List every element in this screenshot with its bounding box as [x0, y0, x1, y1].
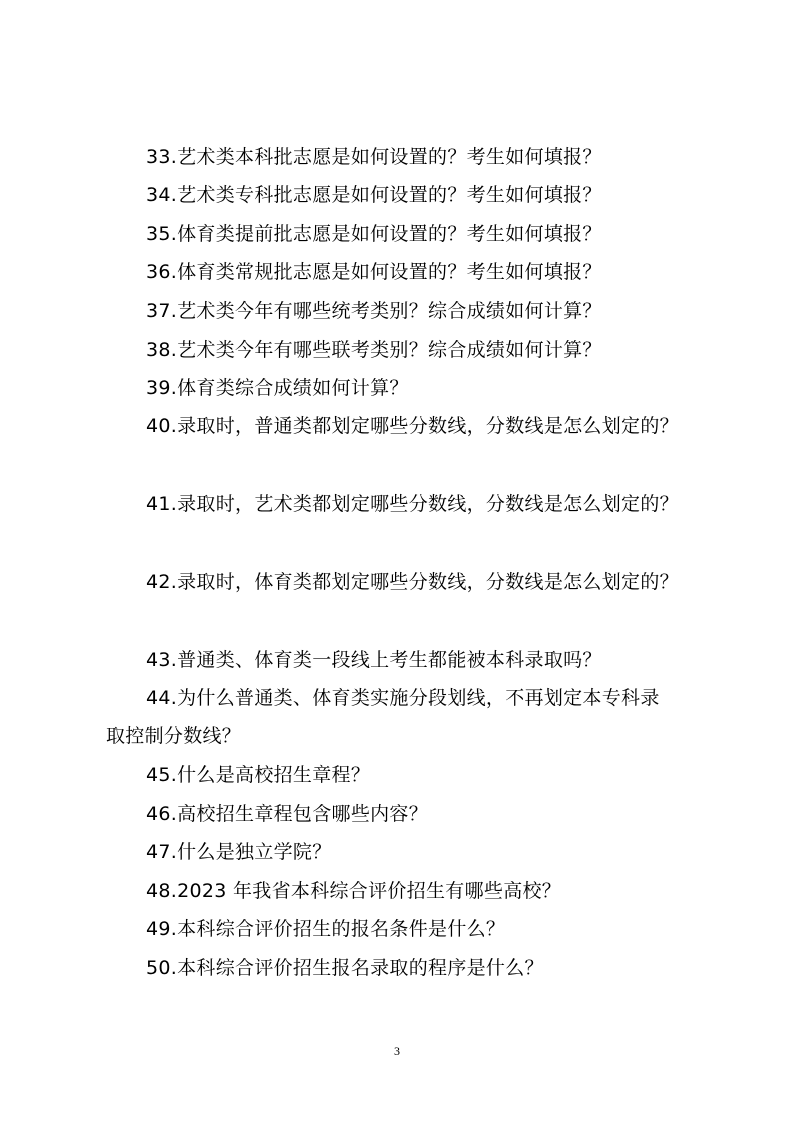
question-47: 47.什么是独立学院？	[146, 841, 332, 863]
question-39: 39.体育类综合成绩如何计算？	[146, 377, 409, 399]
question-44: 44.为什么普通类、体育类实施分段划线，不再划定本专科录	[146, 687, 660, 709]
question-36: 36.体育类常规批志愿是如何设置的？考生如何填报？	[146, 261, 602, 283]
question-49: 49.本科综合评价招生的报名条件是什么？	[146, 918, 506, 940]
question-44-continuation: 取控制分数线？	[106, 725, 242, 747]
question-37: 37.艺术类今年有哪些统考类别？综合成绩如何计算？	[146, 300, 602, 322]
question-38: 38.艺术类今年有哪些联考类别？综合成绩如何计算？	[146, 339, 602, 361]
question-46: 46.高校招生章程包含哪些内容？	[146, 803, 429, 825]
question-40: 40.录取时，普通类都划定哪些分数线，分数线是怎么划定的？	[146, 415, 679, 437]
question-48: 48.2023 年我省本科综合评价招生有哪些高校？	[146, 880, 562, 902]
question-33: 33.艺术类本科批志愿是如何设置的？考生如何填报？	[146, 146, 602, 168]
page-number: 3	[394, 1044, 400, 1058]
question-43: 43.普通类、体育类一段线上考生都能被本科录取吗？	[146, 649, 602, 671]
question-50: 50.本科综合评价招生报名录取的程序是什么？	[146, 957, 544, 979]
question-45: 45.什么是高校招生章程？	[146, 764, 371, 786]
question-34: 34.艺术类专科批志愿是如何设置的？考生如何填报？	[146, 184, 602, 206]
question-35: 35.体育类提前批志愿是如何设置的？考生如何填报？	[146, 223, 602, 245]
question-42: 42.录取时，体育类都划定哪些分数线，分数线是怎么划定的？	[146, 571, 679, 593]
question-41: 41.录取时，艺术类都划定哪些分数线，分数线是怎么划定的？	[146, 493, 679, 515]
